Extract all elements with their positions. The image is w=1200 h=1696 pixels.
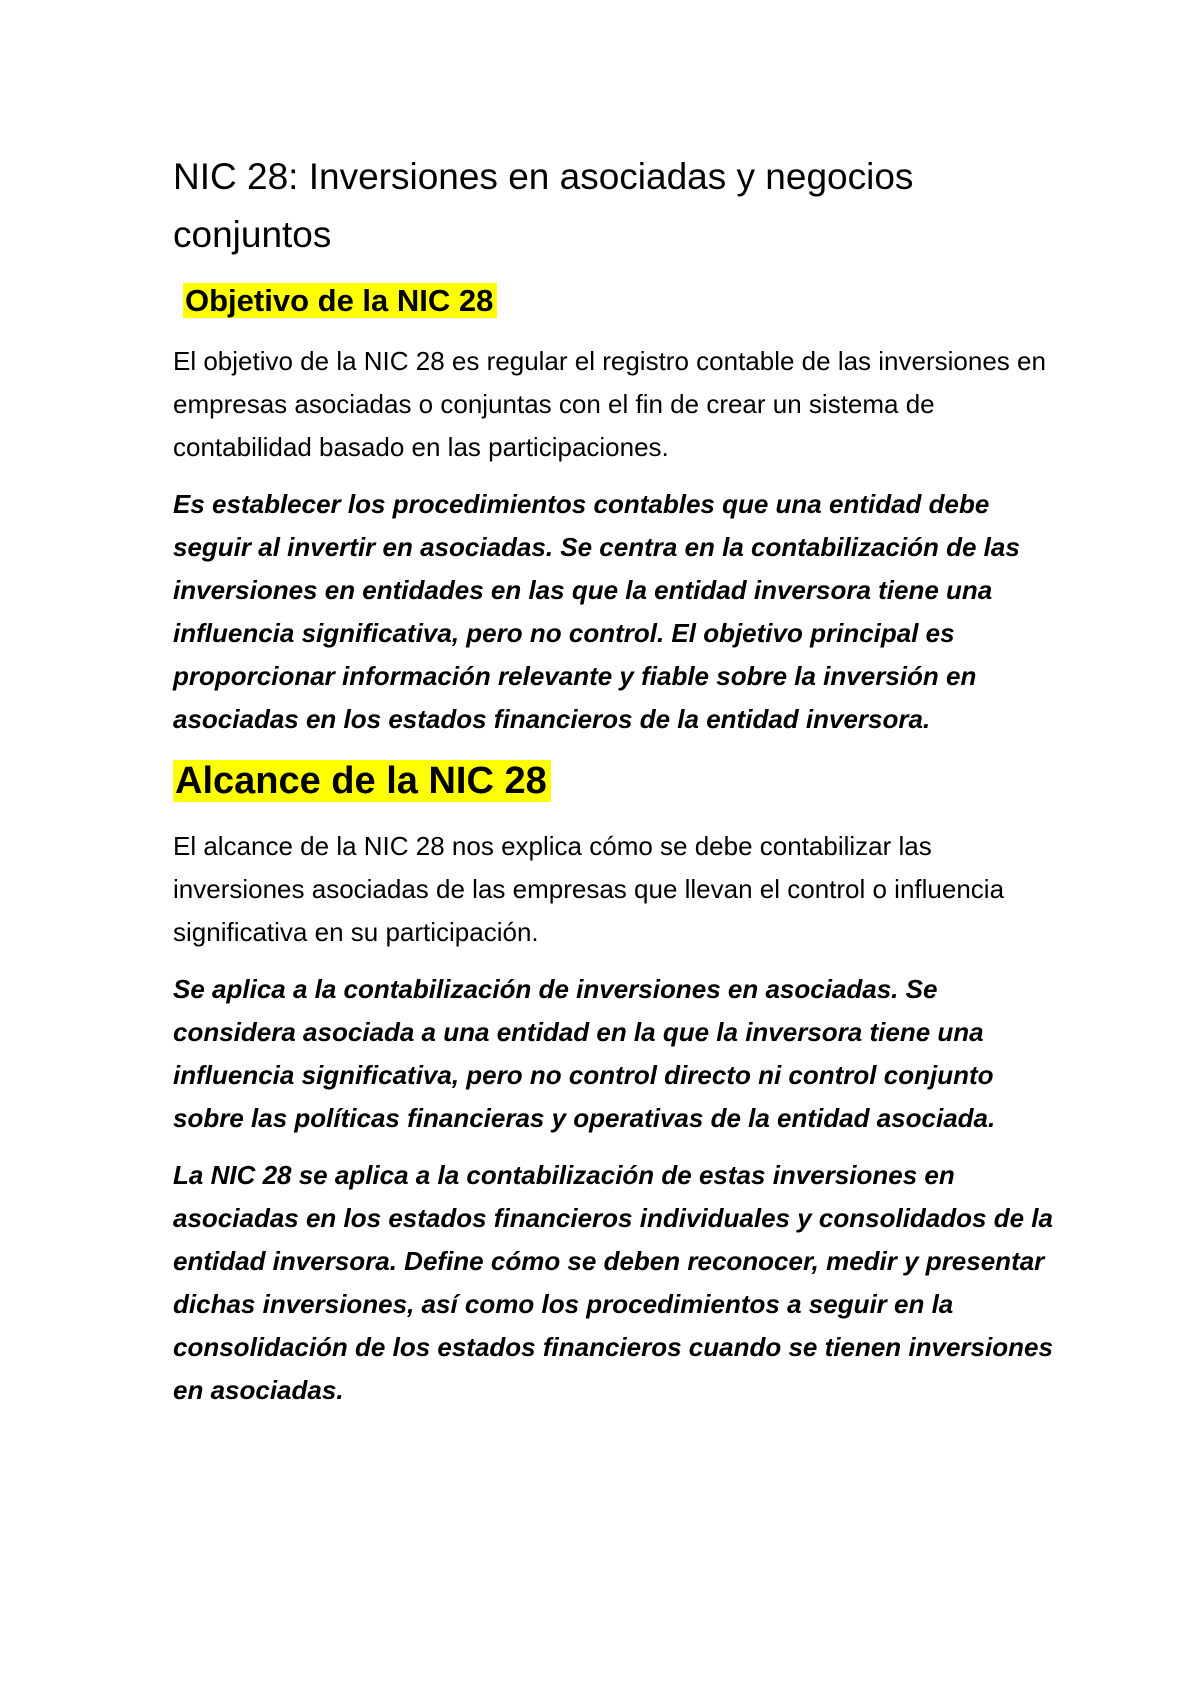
objective-paragraph-1: El objetivo de la NIC 28 es regular el registro contable de las inversiones en empresas asociadas o conjuntas con el fin de crear un sistema de contabilidad basado en las participaciones. bbox=[173, 346, 1046, 462]
scope-paragraph-2: Se aplica a la contabilización de inversiones en asociadas. Se considera asociada a una entidad en la que la inversora tiene una influencia significativa, pero no control directo ni control conjunto sobre las políticas financieras y operativas de la entidad asociada. bbox=[173, 974, 996, 1133]
objective-heading-text: Objetivo de la NIC 28 bbox=[183, 283, 497, 318]
scope-paragraph-3: La NIC 28 se aplica a la contabilización de estas inversiones en asociadas en los estados financieros individuales y consolidados de la entidad inversora. Define cómo se deben reconocer, medir y presentar dichas inversiones, así como los procedimientos a seguir en la consolidación de los estados financieros cuando se tienen inversiones en asociadas. bbox=[173, 1160, 1053, 1405]
scope-paragraph-1: El alcance de la NIC 28 nos explica cómo se debe contabilizar las inversiones asociadas de las empresas que llevan el control o influencia significativa en su participación. bbox=[173, 831, 1005, 947]
document-page bbox=[173, 148, 1053, 1426]
scope-heading bbox=[173, 755, 1053, 807]
objective-heading bbox=[183, 280, 1053, 322]
document-title: NIC 28: Inversiones en asociadas y negocios conjuntos bbox=[173, 156, 914, 255]
objective-paragraph-2: Es establecer los procedimientos contables que una entidad debe seguir al invertir en asociadas. Se centra en la contabilización de las inversiones en entidades en las que la entidad inversora tiene una influencia significativa, pero no control. El objetivo principal es proporcionar información relevante y fiable sobre la inversión en asociadas en los estados financieros de la entidad inversora. bbox=[173, 489, 1020, 734]
scope-heading-text: Alcance de la NIC 28 bbox=[173, 760, 551, 802]
